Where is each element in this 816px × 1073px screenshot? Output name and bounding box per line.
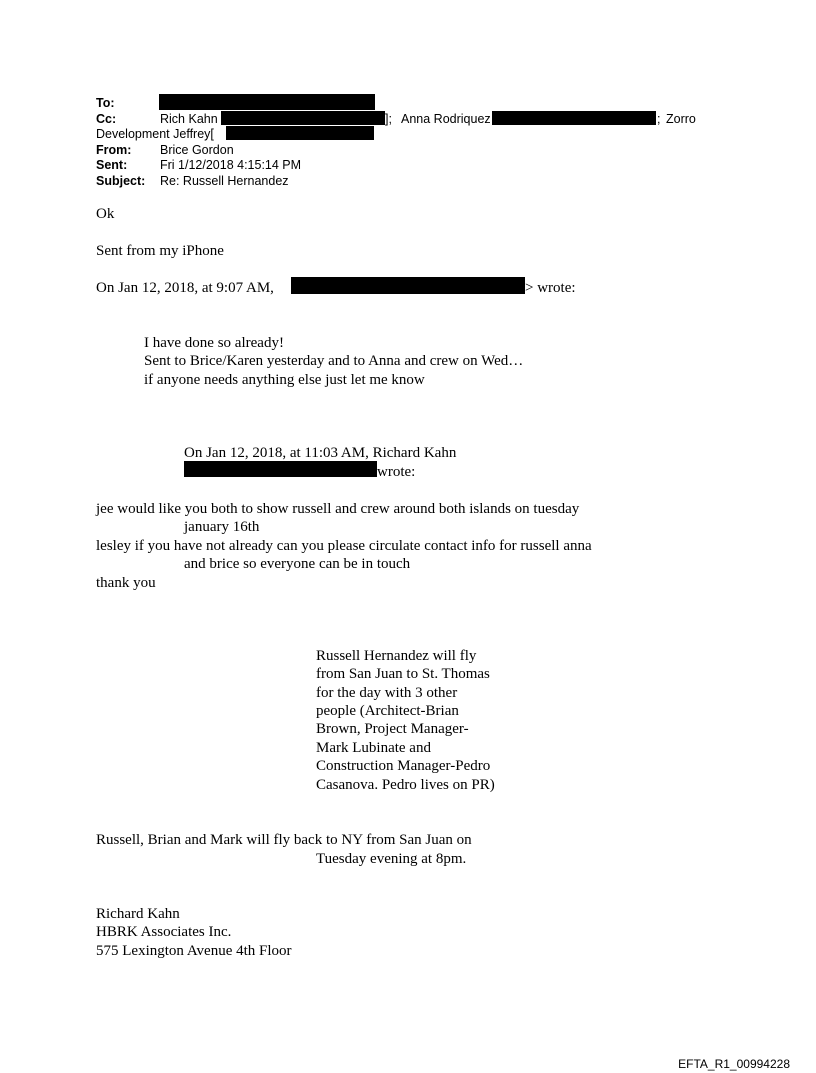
message-line: jee would like you both to show russell and crew around both islands on tuesday (96, 501, 580, 517)
cc-name-1: Rich Kahn (160, 112, 218, 126)
message-line: thank you (96, 575, 156, 591)
sent-value: Fri 1/12/2018 4:15:14 PM (160, 158, 302, 172)
redaction-cc-3 (226, 126, 374, 140)
itinerary-line: from San Juan to St. Thomas (316, 666, 490, 682)
itinerary-line: for the day with 3 other (316, 685, 458, 701)
from-value: Brice Gordon (160, 143, 234, 157)
cc-name-2: Anna Rodriquez (401, 112, 491, 126)
return-line-continued: Tuesday evening at 8pm. (316, 851, 467, 867)
redaction-quote1-sender (291, 277, 525, 294)
redaction-to (159, 94, 375, 110)
return-line: Russell, Brian and Mark will fly back to NY from San Juan on (96, 832, 472, 848)
quote1-line: Sent to Brice/Karen yesterday and to Anna and crew on Wed… (144, 353, 524, 369)
cc-name-3: Zorro (666, 112, 696, 126)
from-label: From: (96, 143, 132, 157)
signature-name: Richard Kahn (96, 906, 180, 922)
itinerary-line: people (Architect-Brian (316, 703, 459, 719)
cc-line-2: Development Jeffrey[ (96, 127, 214, 141)
itinerary-line: Construction Manager-Pedro (316, 758, 491, 774)
document-id: EFTA_R1_00994228 (678, 1057, 790, 1071)
quote1-line: I have done so already! (144, 335, 284, 351)
redaction-quote2-sender (184, 461, 377, 477)
signature-address: 575 Lexington Avenue 4th Floor (96, 943, 292, 959)
quote2-intro-wrote: wrote: (377, 464, 416, 480)
reply-text: Ok (96, 206, 115, 222)
quote1-intro: On Jan 12, 2018, at 9:07 AM, (96, 280, 274, 296)
quote1-intro-suffix: > wrote: (525, 280, 576, 296)
to-label: To: (96, 96, 115, 110)
subject-value: Re: Russell Hernandez (160, 174, 289, 188)
cc-sep-1: ]; (385, 112, 392, 126)
redaction-cc-1 (221, 111, 385, 125)
message-line-continued: and brice so everyone can be in touch (184, 556, 411, 572)
quote2-intro: On Jan 12, 2018, at 11:03 AM, Richard Kahn (184, 445, 457, 461)
message-line-continued: january 16th (184, 519, 260, 535)
message-line: lesley if you have not already can you please circulate contact info for russell anna (96, 538, 592, 554)
subject-label: Subject: (96, 174, 146, 188)
device-signature: Sent from my iPhone (96, 243, 224, 259)
cc-label: Cc: (96, 112, 117, 126)
cc-sep-2: ; (657, 112, 661, 126)
sent-label: Sent: (96, 158, 128, 172)
quote1-line: if anyone needs anything else just let me know (144, 372, 425, 388)
itinerary-line: Mark Lubinate and (316, 740, 431, 756)
itinerary-line: Casanova. Pedro lives on PR) (316, 777, 495, 793)
redaction-cc-2 (492, 111, 656, 125)
signature-company: HBRK Associates Inc. (96, 924, 232, 940)
itinerary-line: Russell Hernandez will fly (316, 648, 477, 664)
itinerary-line: Brown, Project Manager- (316, 721, 469, 737)
